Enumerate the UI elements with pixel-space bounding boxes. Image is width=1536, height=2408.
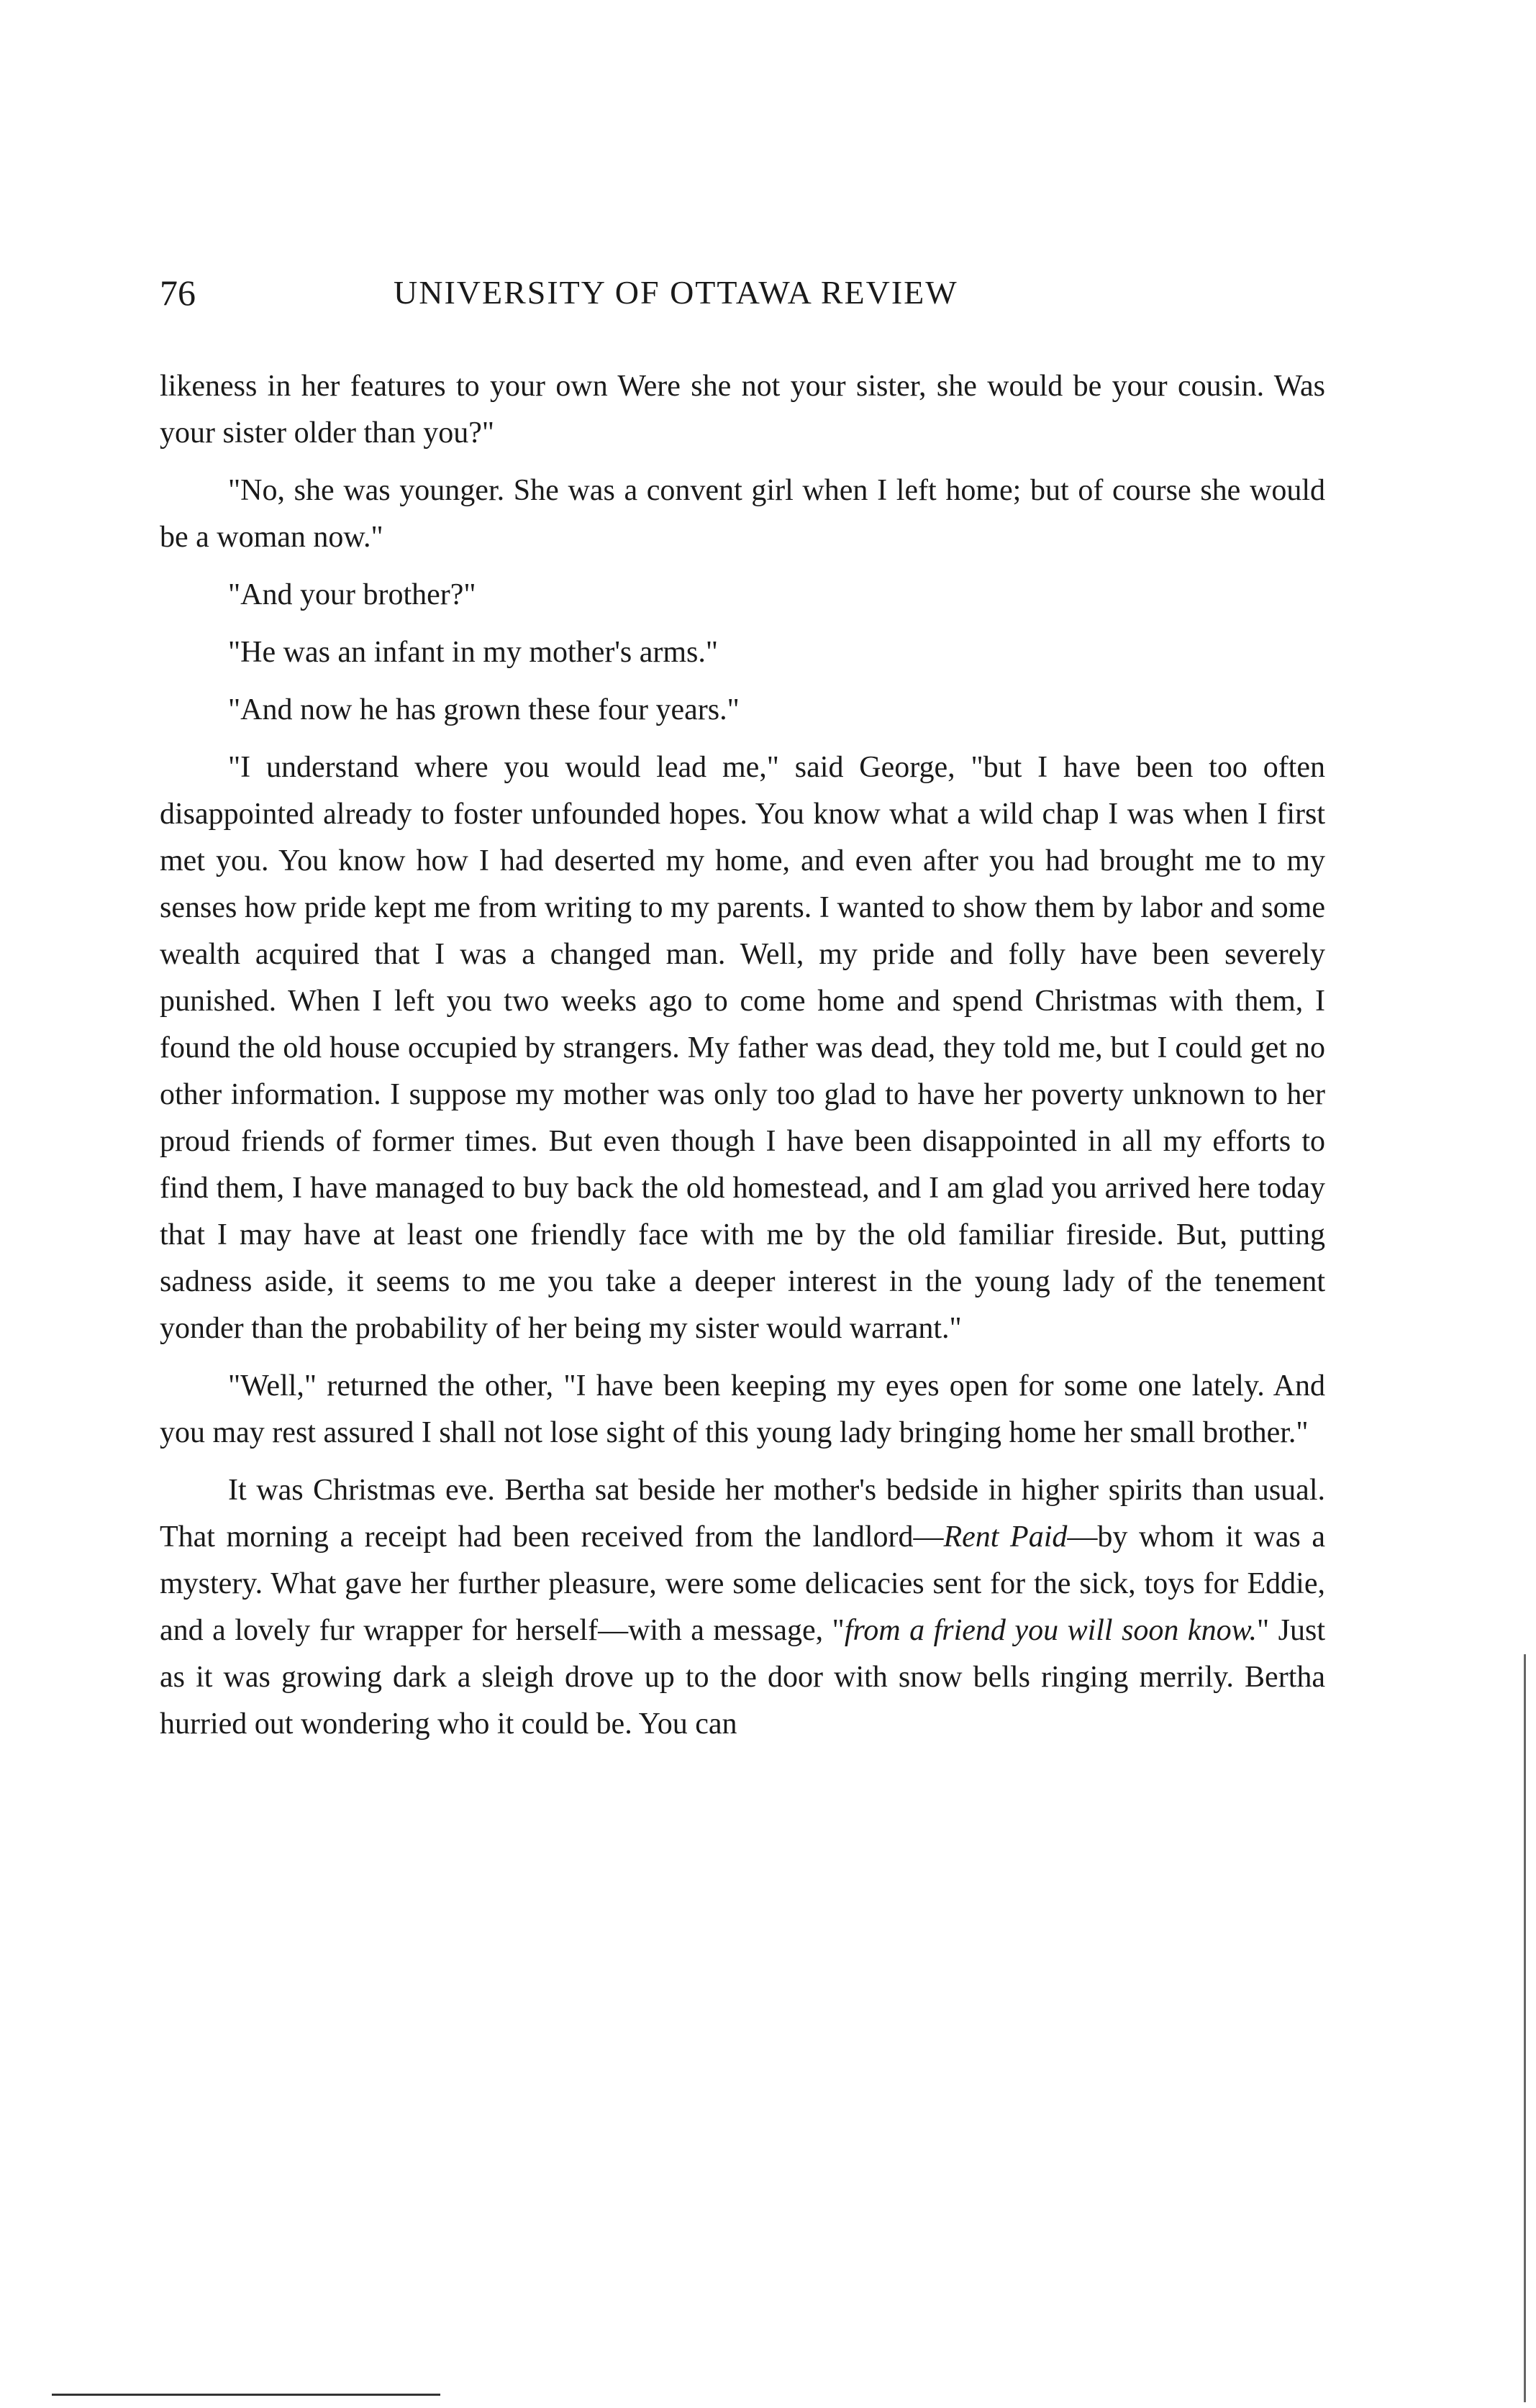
running-head <box>160 268 1325 318</box>
message-italic: from a friend you will soon know. <box>844 1614 1257 1647</box>
paragraph-continued: likeness in her features to your own Were she not your sister, she would be your cousin. Was your sister older than you?" <box>160 370 1325 450</box>
rent-paid-italic: Rent Paid <box>943 1520 1068 1554</box>
paragraph: "Well," returned the other, "I have been keeping my eyes open for some one lately. And you may rest assured I shall not lose sight of this young lady bringing home her small brother." <box>160 1369 1325 1449</box>
body-text <box>160 363 1325 1748</box>
scan-edge-rule-right <box>1524 1654 1526 2402</box>
running-title: UNIVERSITY OF OTTAWA REVIEW <box>394 274 958 311</box>
paragraph: "No, she was younger. She was a convent girl when I left home; but of course she would be a woman now." <box>160 474 1325 554</box>
text-run: " Just as it was growing dark a sleigh drove up to the door with snow bells ringing merrily. Bertha hurried out wondering who it could be. You can <box>160 1614 1325 1741</box>
paragraph: "And now he has grown these four years." <box>228 693 740 726</box>
paragraph: "And your brother?" <box>228 578 476 611</box>
page-number: 76 <box>160 273 196 313</box>
paragraph-christmas-eve <box>160 1467 1325 1748</box>
text-run: It was Christmas eve. Bertha sat beside her mother's bedside in higher spirits than usual. That morning a receipt had been received from the landlord— <box>160 1474 1325 1554</box>
paragraph: "I understand where you would lead me," said George, "but I have been too often disappointed already to foster unfounded hopes. You know what a wild chap I was when I first met you. You know how I had deserted my home, and even after you had brought me to my senses how pride kept me from writing to my parents. I wanted to show them by labor and some wealth acquired that I was a changed man. Well, my pride and folly have been severely punished. When I left you two weeks ago to come home and spend Christmas with them, I found the old house occupied by strangers. My father was dead, they told me, but I could get no other information. I suppose my mother was only too glad to have her poverty unknown to her proud friends of former times. But even though I have been disappointed in all my efforts to find them, I have managed to buy back the old homestead, and I am glad you arrived here today that I may have at least one friendly face with me by the old familiar fireside. But, putting sadness aside, it seems to me you take a deeper interest in the young lady of the tenement yonder than the probability of her being my sister would warrant." <box>160 751 1325 1345</box>
paragraph: "He was an infant in my mother's arms." <box>228 636 719 669</box>
scan-edge-rule-bottom <box>52 2394 440 2396</box>
text-run: —by whom it was a mystery. What gave her further pleasure, were some delicacies sent for the sick, toys for Eddie, and a lovely fur wrapper for herself—with a message, " <box>160 1520 1326 1647</box>
